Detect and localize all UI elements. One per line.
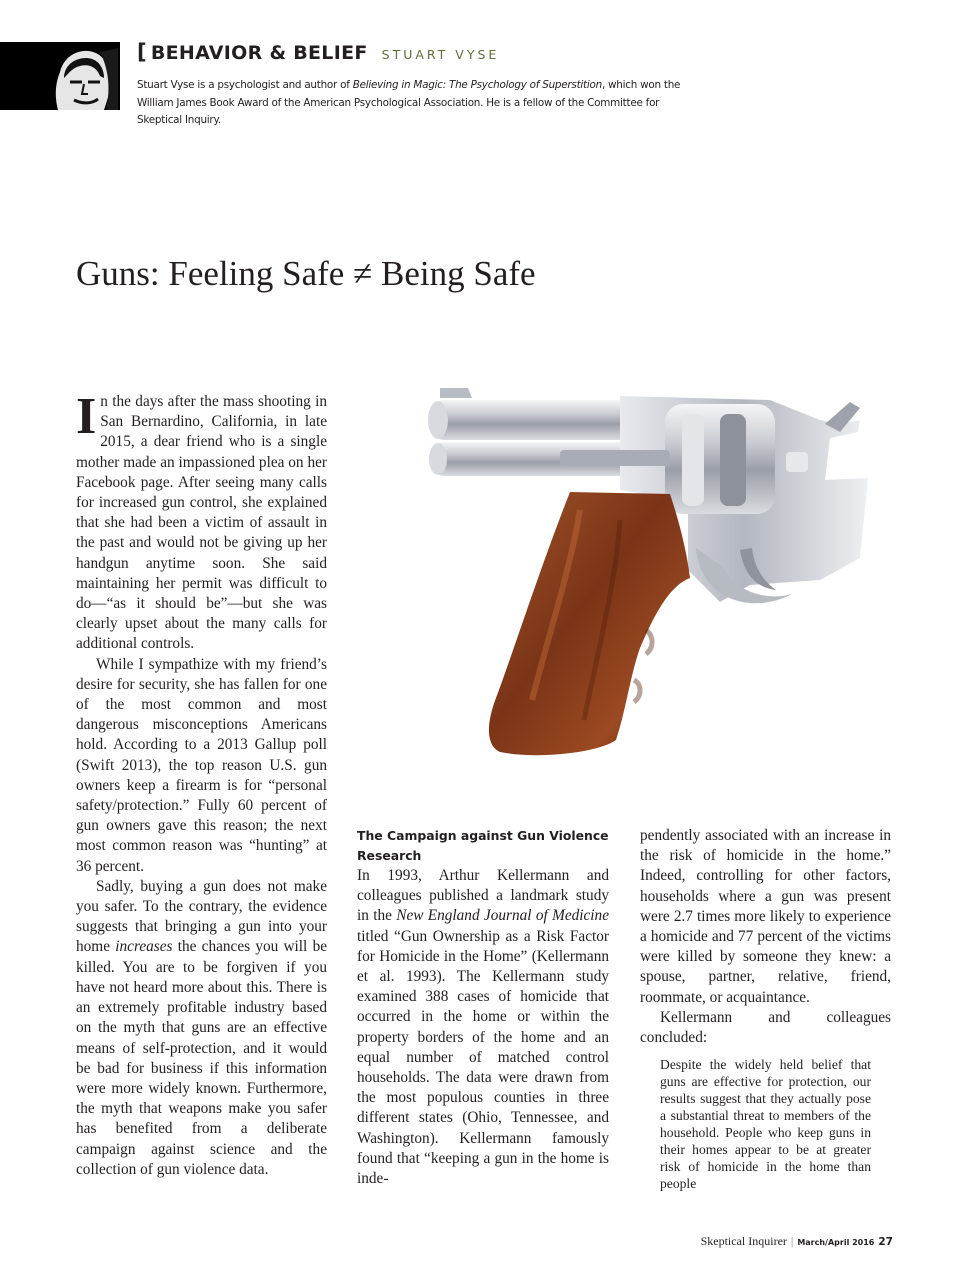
article-title: Guns: Feeling Safe ≠ Being Safe	[76, 254, 536, 293]
paragraph-3	[76, 877, 327, 1180]
paragraph-3-text-b: the chances you will be killed. You are to be forgiven if you have not heard more about this. There is an extremely profitable industry based on the myth that guns are an effective means of self-protection, and it would be bad for business if this information were more widely known. Furthermore, the myth that weapons make you safer has benefited from a deliberate campaign against science and the collection of gun violence data.	[76, 938, 328, 1178]
journal-title: New England Journal of Medicine	[396, 907, 609, 925]
paragraph-1	[76, 388, 327, 655]
paragraph-1-text: n the days after the mass shooting in San Bernardino, California, in late 2015, a dear friend who is a single mother made an impassioned plea on her Facebook page. After seeing many calls for increased gun control, she explained that she had been a victim of assault in the past and would not be giving up her handgun anytime soon. She said maintaining her permit was difficult to do—“as it should be”—but she was clearly upset about the many calls for additional controls.	[76, 393, 327, 653]
page-number: 27	[878, 1236, 893, 1248]
page-footer	[701, 1234, 893, 1249]
revolver-illustration	[420, 380, 880, 770]
paragraph-4-text-a: In 1993, Arthur Kellermann and colleagues published a landmark study in the	[357, 867, 609, 925]
dropcap: I	[76, 388, 97, 445]
author-bio	[137, 77, 697, 130]
paragraph-4-text-b: titled “Gun Ownership as a Risk Factor for Homicide in the Home” (Kellermann et al. 1993). The Kellermann study examined 388 cases of homicide that occurred in the home or within the property borders of the home and an equal number of matched control households. The data were drawn from the most populous counties in three different states (Ohio, Tennessee, and Washington). Kellermann famously found that “keeping a gun in the home is inde-	[357, 927, 609, 1188]
article-column-2	[357, 866, 609, 1189]
block-quote: Despite the widely held belief that guns are effective for protection, our results suggest that they actually pose a substantial threat to members of the household. People who keep guns in their homes appear to be at greater risk of homicide in the home than people	[660, 1057, 871, 1192]
paragraph-6: Kellermann and colleagues concluded:	[640, 1008, 891, 1047]
column-header	[137, 40, 499, 64]
paragraph-3-emphasis: increases	[115, 938, 173, 956]
bio-book-title: Believing in Magic: The Psychology of Superstition	[352, 79, 602, 91]
article-column-1	[76, 388, 328, 1180]
column-bracket: [	[137, 40, 147, 64]
paragraph-3-text-a: Sadly, buying a gun does not make you safer. To the contrary, the evidence suggests that bringing a gun into your home	[76, 877, 327, 956]
issue-date: March/April 2016	[797, 1238, 875, 1247]
publication-name: Skeptical Inquirer	[700, 1234, 787, 1248]
author-portrait	[0, 42, 120, 110]
footer-separator: |	[790, 1234, 794, 1248]
author-name: STUART VYSE	[381, 47, 500, 62]
section-subhead: The Campaign against Gun Violence Research	[357, 828, 609, 863]
bio-prefix: Stuart Vyse is a psychologist and author of	[137, 79, 353, 91]
paragraph-5: pendently associated with an increase in the risk of homicide in the home.” Indeed, controlling for other factors, households where a gun was present were 2.7 times more likely to experience a homicide and 77 percent of the victims were killed by someone they knew: a spouse, partner, relative, friend, roommate, or acquaintance.	[640, 827, 891, 1006]
bio-suffix: , which won the William James Book Award of the American Psychological Association. He is a fellow of the Committee for Skeptical Inquiry.	[137, 79, 681, 126]
paragraph-4	[357, 866, 609, 1189]
paragraph-2: While I sympathize with my friend’s desire for security, she has fallen for one of the most common and most dangerous misconceptions Americans hold. According to a 2013 Gallup poll (Swift 2013), the top reason U.S. gun owners keep a firearm is for “personal safety/protection.” Fully 60 percent of gun owners gave this reason; the next most common reason was “hunting” at 36 percent.	[76, 655, 327, 875]
article-column-3	[640, 826, 891, 1192]
column-name: BEHAVIOR & BELIEF	[150, 42, 368, 64]
